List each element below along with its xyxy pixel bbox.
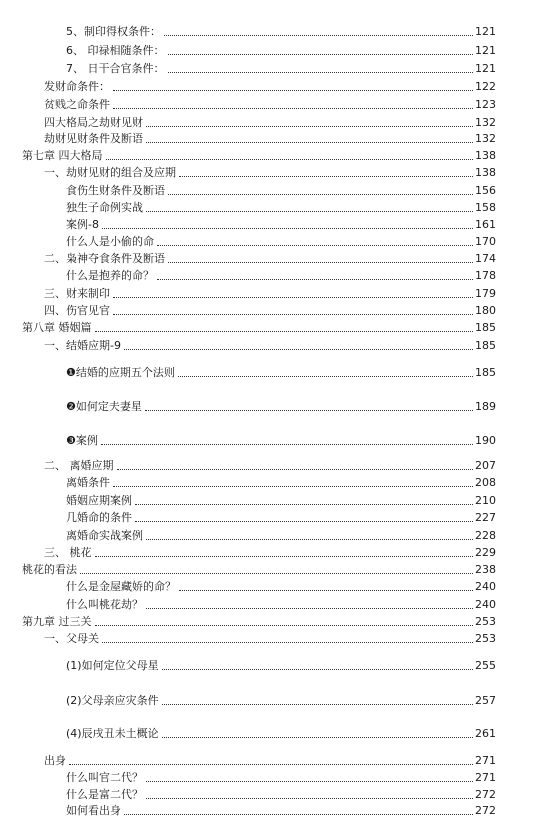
toc-entry-page: 229 (475, 546, 496, 559)
toc-entry-page: 138 (475, 166, 496, 179)
toc-entry[interactable] (22, 561, 496, 577)
dot-leader (80, 573, 473, 574)
toc-entry-page: 238 (475, 563, 496, 576)
toc-entry[interactable] (66, 60, 496, 76)
toc-entry-title: 劫财见财条件及断语 (44, 132, 143, 145)
toc-entry-page: 210 (475, 494, 496, 507)
toc-entry-page: 170 (475, 235, 496, 248)
toc-entry-title: 什么叫桃花劫？ (66, 598, 143, 611)
toc-chapter[interactable] (22, 613, 496, 629)
dot-leader (179, 176, 473, 177)
toc-entry-page: 257 (475, 694, 496, 707)
dot-leader (124, 814, 473, 815)
toc-entry-title: 几婚命的条件 (66, 511, 132, 524)
toc-entry[interactable] (44, 752, 496, 768)
toc-entry[interactable] (66, 42, 496, 58)
toc-entry[interactable] (66, 769, 496, 785)
toc-entry-title: 四、伤官见官 (44, 304, 110, 317)
toc-entry[interactable] (44, 96, 496, 112)
toc-entry[interactable] (44, 114, 496, 130)
toc-entry-title: 二、 离婚应期 (44, 459, 114, 472)
toc-entry[interactable] (66, 199, 496, 215)
toc-entry-page: 261 (475, 727, 496, 740)
dot-leader (168, 54, 474, 55)
dot-leader (145, 410, 473, 411)
toc-entry-title: 如何看出身 (66, 804, 121, 817)
dot-leader (146, 211, 473, 212)
toc-entry-page: 178 (475, 269, 496, 282)
dot-leader (135, 504, 473, 505)
toc-entry-title: 7、 日干合官条件： (66, 62, 165, 75)
toc-entry-page: 185 (475, 321, 496, 334)
dot-leader (168, 72, 474, 73)
toc-entry-title: 一、结婚应期-9 (44, 339, 121, 352)
toc-entry[interactable] (66, 216, 496, 232)
dot-leader (117, 469, 474, 470)
toc-entry-page: 161 (475, 218, 496, 231)
dot-leader (146, 608, 473, 609)
dot-leader (113, 108, 473, 109)
toc-entry-page: 121 (475, 62, 496, 75)
toc-entry-page: 185 (475, 339, 496, 352)
toc-entry-title: 离婚条件 (66, 476, 110, 489)
toc-entry-title: 二、枭神夺食条件及断语 (44, 252, 165, 265)
toc-entry[interactable] (66, 23, 496, 39)
toc-entry-page: 272 (475, 804, 496, 817)
toc-entry-title: 什么是富二代？ (66, 788, 143, 801)
dot-leader (95, 331, 474, 332)
toc-entry-title: (1)如何定位父母星 (66, 659, 159, 672)
toc-entry-title: 案例-8 (66, 218, 99, 231)
dot-leader (168, 262, 473, 263)
toc-entry[interactable] (44, 78, 496, 94)
dot-leader (146, 781, 473, 782)
toc-entry-title: (2)父母亲应灾条件 (66, 694, 159, 707)
toc-entry[interactable] (66, 692, 496, 708)
dot-leader (162, 669, 473, 670)
toc-entry-page: 174 (475, 252, 496, 265)
toc-entry[interactable] (44, 544, 496, 560)
dot-leader (101, 444, 473, 445)
toc-entry-page: 271 (475, 771, 496, 784)
toc-entry-title: 第八章 婚姻篇 (22, 321, 92, 334)
dot-leader (113, 314, 473, 315)
toc-chapter[interactable] (22, 319, 496, 335)
dot-leader (113, 90, 473, 91)
toc-entry-title: ❶结婚的应期五个法则 (66, 366, 175, 379)
dot-leader (106, 159, 474, 160)
dot-leader (179, 590, 473, 591)
toc-entry[interactable] (66, 527, 496, 543)
toc-entry-title: 食伤生财条件及断语 (66, 184, 165, 197)
toc-entry[interactable] (44, 457, 496, 473)
dot-leader (157, 245, 473, 246)
dot-leader (157, 279, 473, 280)
toc-entry-page: 272 (475, 788, 496, 801)
toc-entry-page: 189 (475, 400, 496, 413)
dot-leader (162, 704, 473, 705)
toc-entry[interactable] (66, 233, 496, 249)
dot-leader (113, 486, 473, 487)
toc-entry[interactable] (44, 337, 496, 353)
toc-entry-page: 121 (475, 25, 496, 38)
toc-entry-page: 138 (475, 149, 496, 162)
toc-entry-page: 185 (475, 366, 496, 379)
toc-entry-page: 271 (475, 754, 496, 767)
toc-entry[interactable] (44, 130, 496, 146)
dot-leader (102, 642, 473, 643)
toc-entry-page: 253 (475, 615, 496, 628)
toc-entry-page: 208 (475, 476, 496, 489)
toc-entry-title: 三、财来制印 (44, 287, 110, 300)
toc-entry-page: 132 (475, 116, 496, 129)
toc-entry[interactable] (66, 725, 496, 741)
toc-entry[interactable] (66, 182, 496, 198)
dot-leader (113, 297, 473, 298)
dot-leader (95, 556, 474, 557)
toc-entry-title: 四大格局之劫财见财 (44, 116, 143, 129)
toc-entry[interactable] (66, 267, 496, 283)
toc-entry-title: 什么叫官二代？ (66, 771, 143, 784)
dot-leader (146, 539, 473, 540)
toc-entry[interactable] (66, 786, 496, 802)
dot-leader (135, 521, 473, 522)
toc-entry-title: 一、劫财见财的组合及应期 (44, 166, 176, 179)
toc-entry-page: 227 (475, 511, 496, 524)
toc-entry-title: 第七章 四大格局 (22, 149, 103, 162)
toc-entry-title: 贫贱之命条件 (44, 98, 110, 111)
toc-entry-title: 离婚命实战案例 (66, 529, 143, 542)
dot-leader (178, 376, 473, 377)
toc-entry-title: ❷如何定夫妻星 (66, 400, 142, 413)
dot-leader (146, 142, 473, 143)
toc-entry-page: 240 (475, 598, 496, 611)
dot-leader (146, 798, 473, 799)
toc-entry-page: 255 (475, 659, 496, 672)
toc-entry[interactable] (66, 364, 496, 380)
dot-leader (146, 126, 473, 127)
toc-entry-page: 207 (475, 459, 496, 472)
toc-entry-title: 出身 (44, 754, 66, 767)
toc-entry[interactable] (44, 285, 496, 301)
toc-entry-page: 156 (475, 184, 496, 197)
dot-leader (124, 349, 473, 350)
toc-entry-title: 什么人是小偷的命 (66, 235, 154, 248)
toc-entry-page: 180 (475, 304, 496, 317)
toc-entry[interactable] (66, 398, 496, 414)
toc-entry-page: 158 (475, 201, 496, 214)
toc-entry[interactable] (66, 596, 496, 612)
toc-entry-title: 什么是金屋藏娇的命？ (66, 580, 176, 593)
toc-entry[interactable] (66, 474, 496, 490)
toc-entry[interactable] (66, 578, 496, 594)
toc-entry-title: 发财命条件： (44, 80, 110, 93)
dot-leader (162, 737, 473, 738)
toc-entry-title: 5、制印得权条件： (66, 25, 161, 38)
toc-entry-page: 240 (475, 580, 496, 593)
toc-entry-page: 132 (475, 132, 496, 145)
toc-entry-title: 独生子命例实战 (66, 201, 143, 214)
toc-entry-page: 121 (475, 44, 496, 57)
toc-entry-title: 什么是抱养的命？ (66, 269, 154, 282)
toc-entry-title: (4)辰戌丑未土概论 (66, 727, 159, 740)
toc-chapter[interactable] (22, 147, 496, 163)
toc-entry[interactable] (44, 302, 496, 318)
dot-leader (95, 625, 474, 626)
toc-entry[interactable] (44, 164, 496, 180)
toc-entry-page: 179 (475, 287, 496, 300)
toc-entry-page: 122 (475, 80, 496, 93)
toc-entry-title: 一、父母关 (44, 632, 99, 645)
toc-entry-page: 123 (475, 98, 496, 111)
toc-entry-title: 三、 桃花 (44, 546, 92, 559)
toc-entry[interactable] (66, 802, 496, 818)
toc-entry[interactable] (66, 509, 496, 525)
toc-entry-page: 190 (475, 434, 496, 447)
toc-entry-page: 228 (475, 529, 496, 542)
toc-entry[interactable] (66, 492, 496, 508)
toc-entry-title: 婚姻应期案例 (66, 494, 132, 507)
dot-leader (168, 194, 473, 195)
toc-entry-title: 第九章 过三关 (22, 615, 92, 628)
toc-entry-title: 桃花的看法 (22, 563, 77, 576)
dot-leader (164, 35, 473, 36)
toc-entry[interactable] (66, 432, 496, 448)
toc-entry[interactable] (44, 250, 496, 266)
toc-entry[interactable] (66, 657, 496, 673)
dot-leader (102, 228, 473, 229)
toc-entry[interactable] (44, 630, 496, 646)
toc-entry-page: 253 (475, 632, 496, 645)
dot-leader (69, 764, 473, 765)
toc-entry-title: ❸案例 (66, 434, 98, 447)
toc-entry-title: 6、 印禄相随条件： (66, 44, 165, 57)
